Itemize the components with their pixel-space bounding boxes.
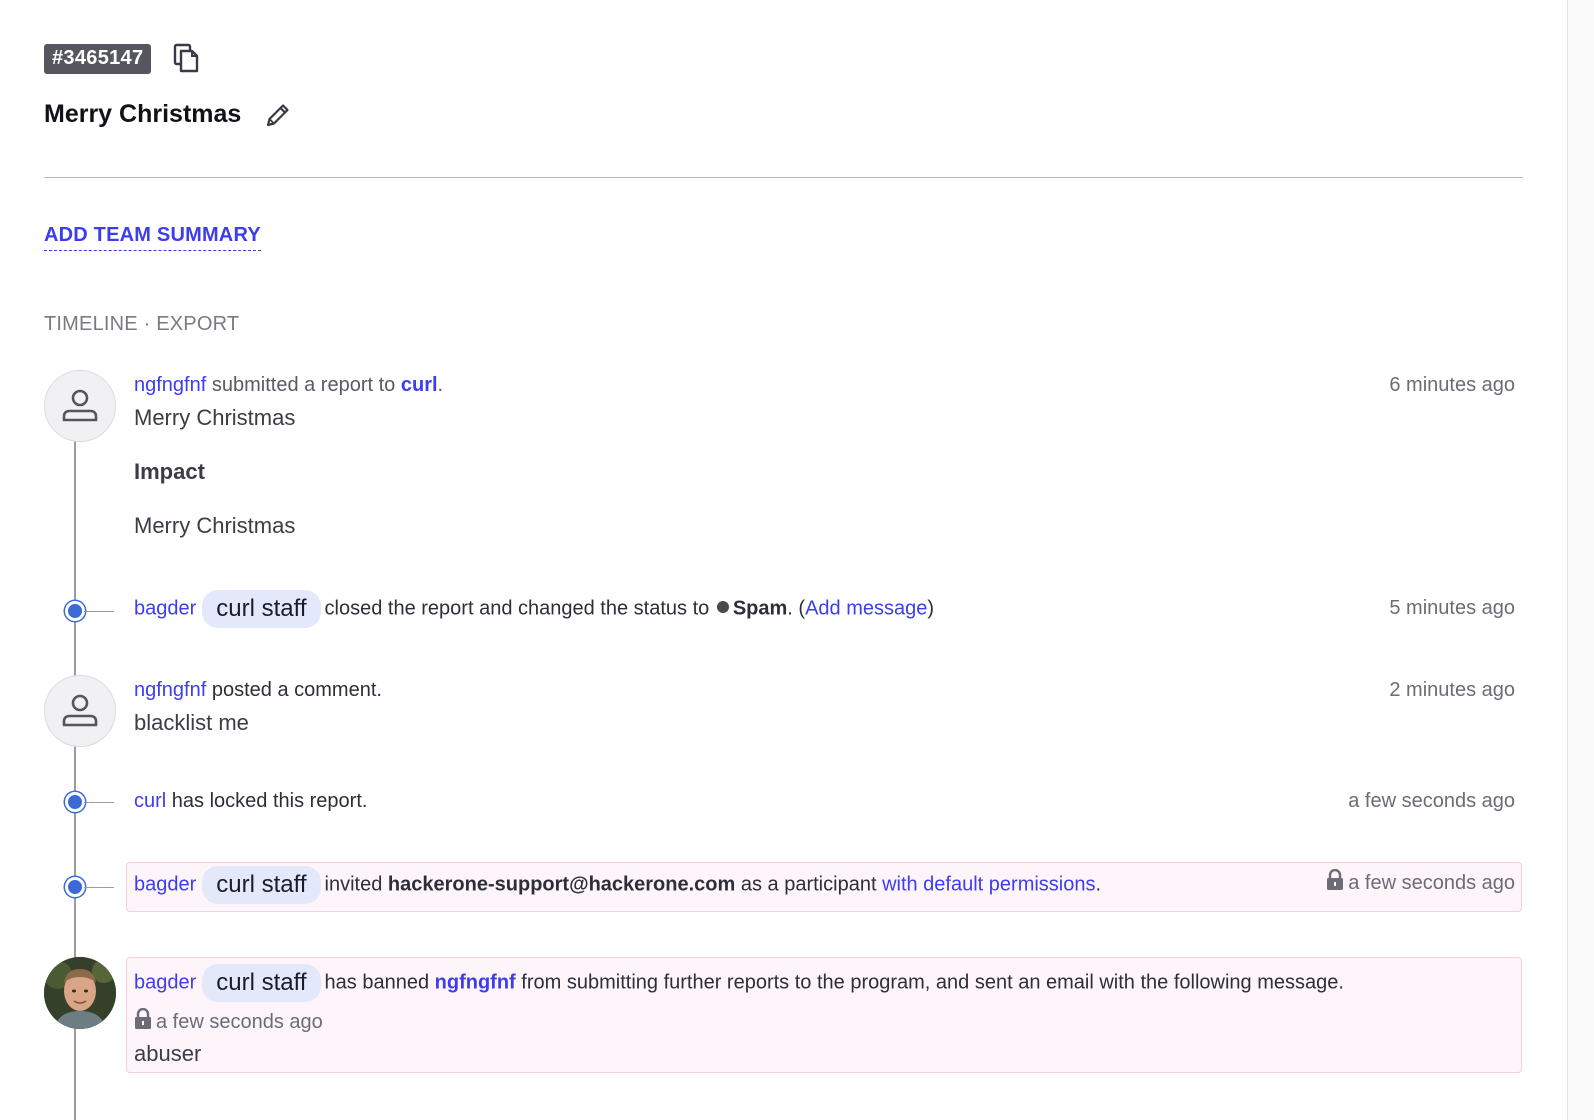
lock-icon: [1326, 869, 1344, 891]
user-photo: [44, 957, 116, 1029]
ban-message: abuser: [134, 1041, 202, 1066]
event-time: a few seconds ago: [156, 1011, 323, 1033]
title-row: [44, 100, 291, 129]
event-action: posted a comment.: [211, 679, 382, 701]
event-middle-text: as a participant: [740, 873, 877, 896]
user-icon: [60, 691, 100, 731]
actor-link[interactable]: ngfngfnf: [134, 679, 207, 701]
timeline-event-invited: [134, 866, 1515, 904]
event-action: has locked this report.: [171, 790, 368, 812]
timeline-dot: [65, 877, 85, 897]
divider: [44, 177, 1523, 178]
impact-text: Merry Christmas: [134, 513, 296, 538]
invited-email: hackerone-support@hackerone.com: [387, 873, 736, 896]
event-time: a few seconds ago: [1348, 790, 1515, 812]
timeline-label: TIMELINE: [44, 313, 138, 335]
event-action: has banned: [324, 971, 430, 994]
avatar[interactable]: [44, 370, 116, 442]
event-punctuation: .: [437, 374, 444, 396]
timeline-event-comment: [134, 676, 1515, 737]
event-time: a few seconds ago: [1348, 872, 1515, 894]
event-action: closed the report and changed the status to: [324, 597, 710, 620]
user-icon: [60, 386, 100, 426]
report-id-row: [44, 43, 203, 75]
event-time: 6 minutes ago: [1389, 374, 1515, 396]
actor-link[interactable]: bagder: [134, 873, 197, 896]
timeline-event-closed: [134, 590, 1515, 628]
avatar-photo[interactable]: [44, 957, 116, 1029]
timeline-separator: ·: [137, 313, 157, 335]
timeline-event-locked: [134, 787, 1515, 815]
event-time-row: [134, 1008, 1515, 1036]
actor-link[interactable]: ngfngfnf: [134, 374, 207, 396]
report-title: Merry Christmas: [44, 100, 242, 128]
scrollbar[interactable]: [1567, 0, 1594, 1120]
timeline-connector: [84, 887, 114, 888]
export-link[interactable]: EXPORT: [156, 313, 240, 335]
report-body-title: Merry Christmas: [134, 405, 296, 430]
actor-link[interactable]: bagder: [134, 971, 197, 994]
comment-body: blacklist me: [134, 710, 249, 735]
status-label: Spam: [732, 597, 788, 620]
program-link[interactable]: curl: [400, 374, 438, 396]
staff-badge: curl staff: [202, 590, 320, 628]
add-team-summary-link[interactable]: ADD TEAM SUMMARY: [44, 224, 261, 251]
staff-badge: curl staff: [202, 964, 320, 1002]
actor-link[interactable]: bagder: [134, 597, 197, 620]
event-rest: from submitting further reports to the program, and sent an email with the following message.: [521, 971, 1344, 994]
staff-badge: curl staff: [202, 866, 320, 904]
add-message-link[interactable]: Add message: [805, 597, 928, 620]
event-action: invited: [324, 873, 383, 896]
event-punctuation: .: [1095, 873, 1102, 896]
event-punctuation-close: ): [927, 597, 935, 620]
event-punctuation: . (: [787, 597, 806, 620]
timeline-connector: [84, 802, 114, 803]
actor-link[interactable]: curl: [134, 790, 167, 812]
timeline-dot: [65, 601, 85, 621]
event-time: 5 minutes ago: [1389, 597, 1515, 619]
avatar[interactable]: [44, 675, 116, 747]
pencil-icon[interactable]: [265, 102, 291, 128]
copy-icon[interactable]: [173, 43, 203, 75]
lock-icon: [134, 1008, 152, 1030]
banned-user-link[interactable]: ngfngfnf: [434, 971, 516, 994]
timeline-header: [44, 313, 239, 336]
status-dot: [717, 601, 729, 613]
timeline-event-banned: [134, 964, 1515, 1068]
timeline-dot: [65, 792, 85, 812]
report-page: [44, 0, 1524, 1120]
event-time-wrapper: [1326, 869, 1515, 897]
timeline-connector: [84, 611, 114, 612]
event-action: submitted a report to: [211, 374, 396, 396]
timeline-event-submitted: [134, 371, 1515, 540]
event-time: 2 minutes ago: [1389, 679, 1515, 701]
impact-heading: Impact: [134, 459, 205, 484]
report-id-badge: #3465147: [44, 44, 151, 74]
permissions-link[interactable]: with default permissions: [882, 873, 1096, 896]
